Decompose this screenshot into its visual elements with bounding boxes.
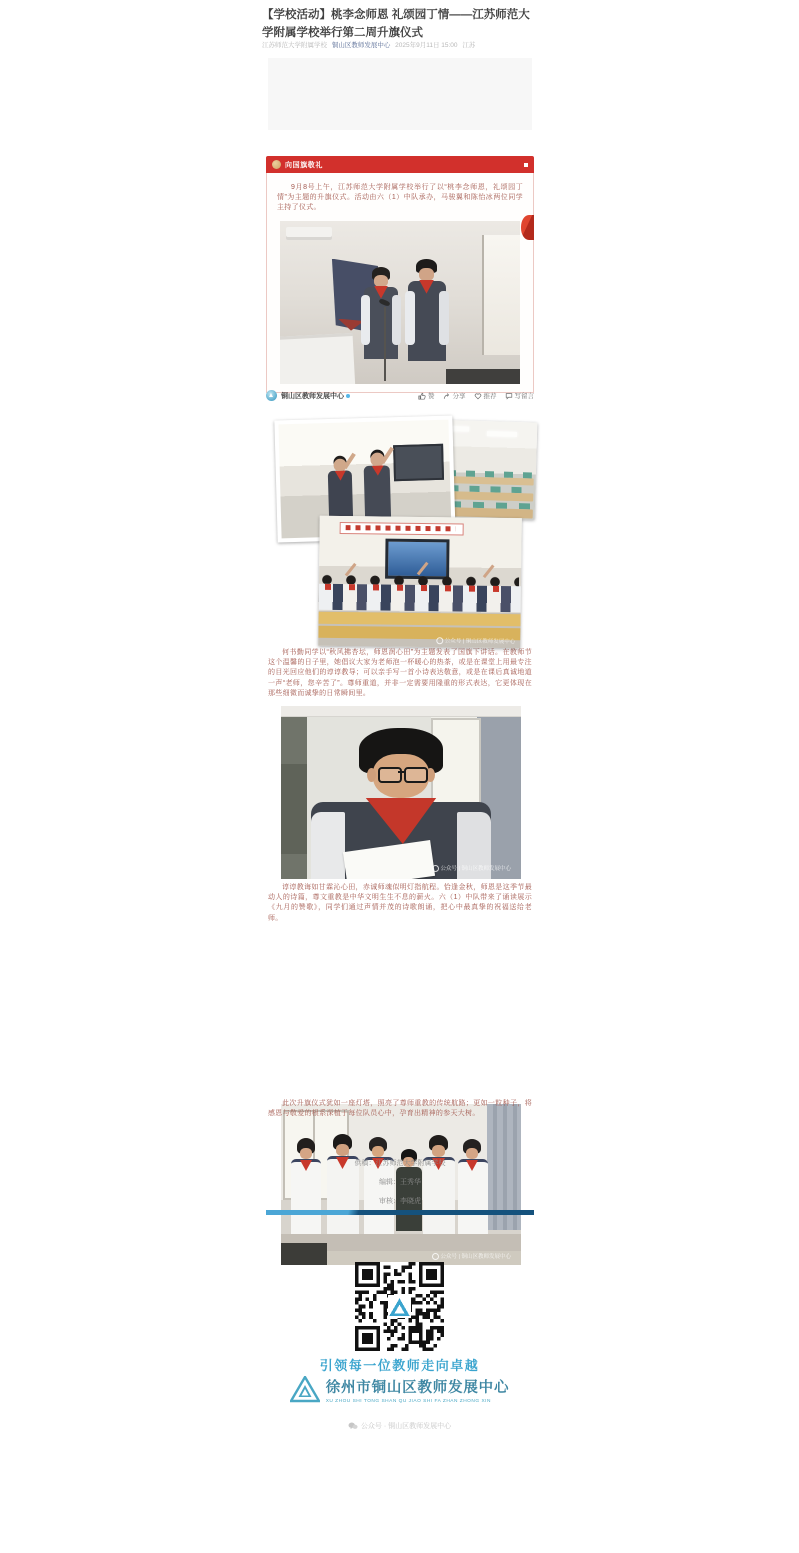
comment-button[interactable]	[505, 391, 535, 400]
p3-s5-face	[432, 1145, 445, 1157]
p1-ac-unit	[286, 227, 332, 240]
account-bar	[266, 388, 534, 403]
thumb-icon	[418, 392, 426, 400]
credit-reviewer: 审核：李晓虎	[379, 1198, 421, 1205]
org-name: 徐州市铜山区教师发展中心	[325, 1380, 510, 1396]
emblem-icon	[272, 160, 281, 169]
p1-window	[482, 235, 520, 355]
recommend-button[interactable]	[474, 391, 497, 400]
byline-author: 江苏师范大学附属学校	[262, 42, 327, 49]
photo-hosts[interactable]	[280, 221, 520, 384]
p1-boy-sleeve-right	[439, 291, 449, 345]
footer-tag	[0, 1421, 799, 1431]
p2-cabinet	[281, 764, 307, 854]
fullscreen-icon	[524, 163, 528, 167]
org-pinyin: XU ZHOU SHI TONG SHAN QU JIAO SHI FA ZHAN ZHONG XIN	[325, 1398, 491, 1404]
account-avatar[interactable]	[266, 390, 277, 401]
paragraph-2: 何书勤同学以“秋风拂杏坛，师恩润心田”为主题发表了国旗下讲话。在教师节这个温馨的日子里，她倡议大家为老师泡一杯暖心的热茶，或是在课堂上用最专注的目光回应他们的谆谆教导；可以亲手写一首小诗表达敬意，或是在课后真诚地道一声“老师，您辛苦了”。尊师重道，并非一定需要用隆重的形式表达，它更体现在那些细微而诚挚的日常瞬间里。	[268, 649, 532, 697]
account-name[interactable]: 铜山区教师发展中心	[281, 392, 344, 400]
like-label: 赞	[428, 393, 435, 400]
watermark-logo-icon	[436, 637, 443, 644]
p3-dark-desk	[281, 1243, 327, 1265]
watermark-logo-icon	[432, 865, 439, 872]
photo-speech-boy[interactable]	[281, 706, 521, 879]
photo3-watermark: 公众号 | 铜山区教师发展中心	[432, 1252, 512, 1260]
paragraph-1: 9月8号上午，江苏师范大学附属学校举行了以“桃李念师恩，礼颂园丁情”为主题的升旗仪式。活动由六（1）中队承办，马骏翼和陈怡冰两位同学主持了仪式。	[277, 184, 523, 212]
credit-editor: 编辑：王秀华	[379, 1179, 421, 1186]
recommend-label: 推荐	[483, 393, 497, 400]
p2-sleeve-left	[311, 812, 345, 879]
p3-s3-face	[372, 1146, 384, 1157]
red-card-header	[266, 156, 534, 173]
p3-s2-face	[336, 1144, 349, 1156]
wechat-bubbles-icon	[348, 1422, 358, 1430]
collage-photo-salute-class[interactable]	[318, 516, 522, 648]
p1-girl-sleeve-left	[361, 295, 370, 345]
video-placeholder[interactable]	[268, 58, 532, 130]
byline-account-link[interactable]: 铜山区教师发展中心	[331, 42, 391, 49]
p1-mic-stand	[384, 307, 386, 381]
comment-bubble-icon	[505, 392, 513, 400]
heart-icon	[474, 392, 482, 400]
credits-block	[262, 1158, 538, 1215]
like-button[interactable]	[418, 391, 435, 400]
page-title: 【学校活动】桃李念师恩 礼颂园丁情——江苏师范大学附属学校举行第二周升旗仪式	[262, 9, 530, 39]
footer-tag-text: 公众号 · 铜山区教师发展中心	[360, 1423, 452, 1430]
org-text	[326, 1376, 510, 1404]
cb-light2	[487, 431, 517, 437]
p1-boy-sleeve-left	[405, 291, 415, 345]
paragraph-3: 谆谆教诲如甘霖沁心田，赤诚师魂似明灯指航程。恰逢金秋，师恩是这季节最动人的诗篇，尊文重教是中华文明生生不息的薪火。六（1）中队带来了诵读展示《九月的赞歌》，同学们通过声情并茂的诗歌朗诵，把心中最真挚的祝福送给老师。	[268, 884, 532, 922]
p1-desk	[446, 369, 520, 384]
p2-ceiling	[281, 706, 521, 717]
ca-screen	[393, 444, 444, 481]
p2-glasses-right	[404, 767, 428, 783]
avatar-triangle-icon	[269, 393, 273, 397]
footer-slogan: 引领每一位教师走向卓越	[319, 1358, 480, 1373]
p2-glasses-left	[378, 767, 402, 783]
p1-boy-face	[419, 268, 434, 281]
red-card	[266, 156, 534, 393]
byline-region: 江苏	[462, 42, 476, 49]
ribbon-curl-decoration	[521, 215, 534, 240]
share-arrow-icon	[443, 392, 451, 400]
comment-label: 写留言	[514, 393, 534, 400]
cc-desks	[318, 612, 520, 626]
p1-girl-face	[374, 275, 388, 287]
p1-girl-sleeve-right	[392, 295, 401, 345]
red-card-body	[266, 173, 534, 393]
byline	[262, 40, 542, 49]
collage-watermark: 公众号 | 铜山区教师发展中心	[436, 636, 516, 645]
p1-lectern	[280, 333, 355, 384]
byline-datetime: 2025年9月11日 15:00	[395, 42, 458, 49]
qr-code	[355, 1262, 444, 1351]
share-label: 分享	[452, 393, 466, 400]
qr-code-image	[355, 1262, 444, 1351]
credit-source: 供稿：江苏师范大学附属学校	[354, 1160, 446, 1167]
collage-c-scene	[318, 516, 522, 648]
action-buttons	[418, 391, 534, 400]
org-logo-icon	[290, 1376, 320, 1403]
p2-glasses-bridge	[398, 771, 404, 773]
photo2-watermark: 公众号 | 铜山区教师发展中心	[432, 864, 512, 872]
photo-collage	[266, 414, 534, 650]
red-card-header-label: 向国旗敬礼	[285, 161, 323, 169]
verified-dot-icon	[346, 394, 350, 398]
p2-ear-left	[367, 768, 376, 782]
share-button[interactable]	[443, 391, 466, 400]
org-row	[0, 1376, 799, 1404]
divider-bar	[266, 1210, 534, 1215]
paragraph-4: 此次升旗仪式犹如一座灯塔，照亮了尊师重教的传统航路；更如一粒种子，将感恩与敬爱的根系深植于每位队员心中，孕育出精神的参天大树。	[268, 1100, 532, 1118]
watermark-logo-icon	[432, 1253, 439, 1260]
